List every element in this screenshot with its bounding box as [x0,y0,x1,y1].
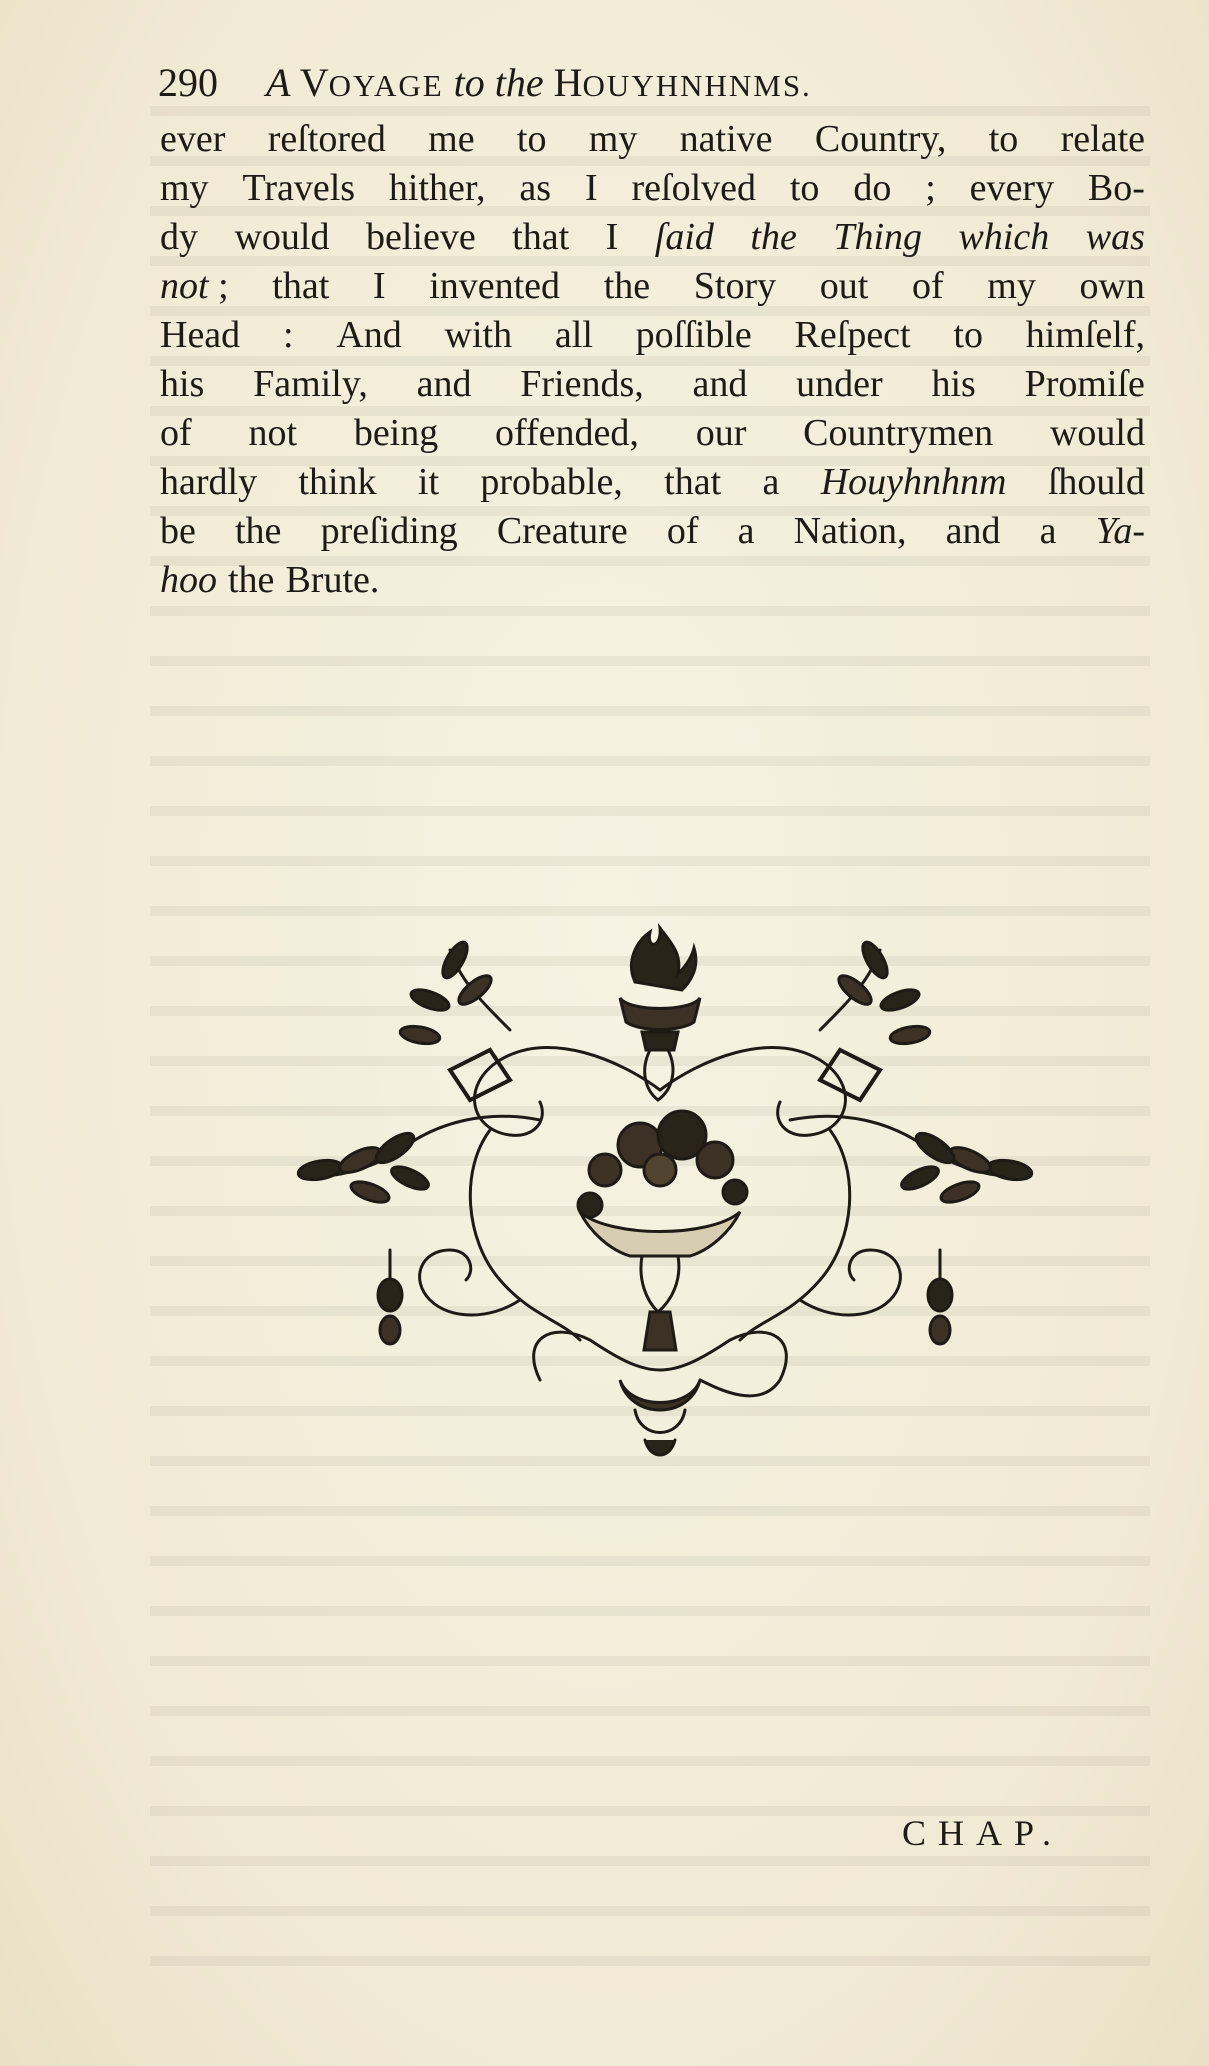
text-line-4: not ; that I invented the Story out of my own [160,265,1145,307]
italic-houyhnhnm: Houyhnhnm [820,461,1007,503]
header-title-to-the: to the [453,60,544,105]
header-title-a: A [266,60,291,105]
text-line-5: Head : And with all poſſible Reſpect to himſelf, [160,314,1145,356]
italic-hoo: hoo [160,559,217,601]
text-line-8: hardly think it probable, that a Houyhnhnm ſhould [160,458,1145,507]
text-line-9: be the preſiding Creature of a Nation, and a Ya- [160,507,1145,556]
text-line-6: his Family, and Friends, and under his Promiſe [160,363,1145,405]
catchword: CHAP. [902,1813,1064,1853]
header-title-houyhnhnms: HOUYHNHNMS. [553,60,812,105]
text-line-2: my Travels hither, as I reſolved to do ; every Bo- [160,167,1145,209]
text-line-7: of not being offended, our Countrymen would [160,412,1145,454]
text-line-10: hoo the Brute. [160,556,1145,605]
text-line-3: dy would believe that I ſaid the Thing which was [160,213,1145,262]
tailpiece-ornament [290,920,1040,1520]
text-line-1: ever reſtored me to my native Country, to relate [160,118,1145,160]
header-title-voyage: VOYAGE [299,60,444,105]
body-text [160,115,1145,605]
running-header [158,58,1038,108]
italic-ya: Ya- [1095,510,1145,552]
page-number: 290 [158,60,218,105]
italic-said-the-thing: ſaid [654,216,714,258]
italic-not: not [160,265,209,307]
